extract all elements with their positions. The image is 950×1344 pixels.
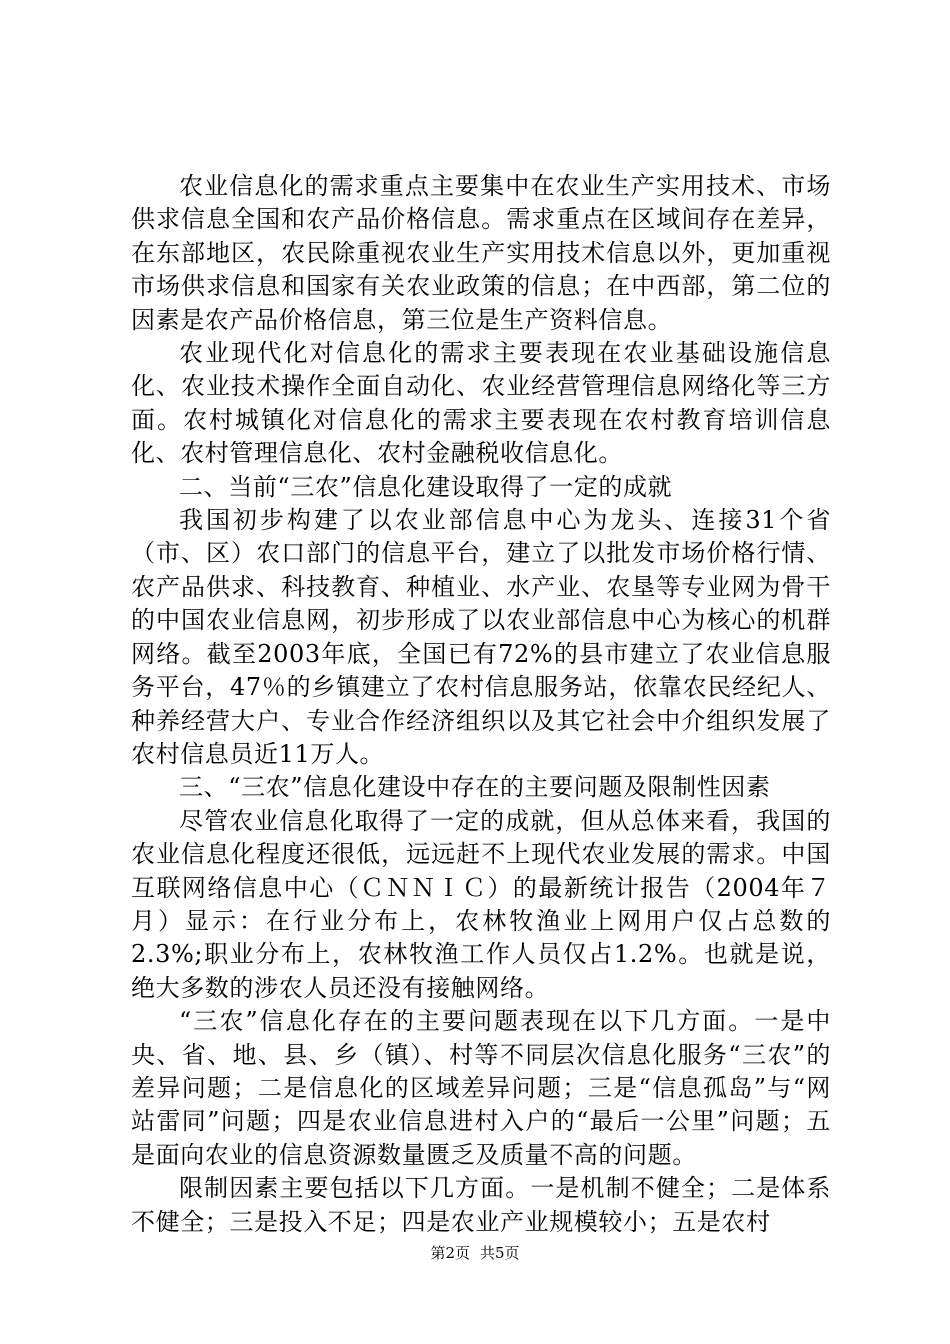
page-footer bbox=[0, 1243, 950, 1263]
paragraph-overall-level: 尽管农业信息化取得了一定的成就，但从总体来看，我国的农业信息化程度还很低，远远赶不上现代农业发展的需求。中国互联网络信息中心（ＣＮＮＩＣ）的最新统计报告（2004年７月）显示：在行业分布上，农林牧渔业上网用户仅占总数的2.3%;职业分布上，农林牧渔工作人员仅占1.2%。也就是说，绝大多数的涉农人员还没有接触网络。 bbox=[131, 806, 831, 1002]
page-number: 第2页 bbox=[430, 1244, 470, 1262]
paragraph-achievements: 我国初步构建了以农业部信息中心为龙头、连接31个省（市、区）农口部门的信息平台，建立了以批发市场价格行情、农产品供求、科技教育、种植业、水产业、农垦等专业网为骨干的中国农业信息网，初步形成了以农业部信息中心为核心的机群网络。截至2003年底，全国已有72%的县市建立了农业信息服务平台，47％的乡镇建立了农村信息服务站，依靠农民经纪人、种养经营大户、专业合作经济组织以及其它社会中介组织发展了农村信息员近11万人。 bbox=[131, 506, 831, 768]
paragraph-modernization-demand: 农业现代化对信息化的需求主要表现在农业基础设施信息化、农业技术操作全面自动化、农业经营管理信息网络化等三方面。农村城镇化对信息化的需求主要表现在农村教育培训信息化、农村管理信息化、农村金融税收信息化。 bbox=[131, 339, 831, 468]
page-total: 共5页 bbox=[480, 1244, 520, 1262]
paragraph-limiting-factors: 限制因素主要包括以下几方面。一是机制不健全；二是体系不健全；三是投入不足；四是农业产业规模较小；五是农村 bbox=[131, 1174, 831, 1236]
paragraph-demand-focus: 农业信息化的需求重点主要集中在农业生产实用技术、市场供求信息全国和农产品价格信息。需求重点在区域间存在差异，在东部地区，农民除重视农业生产实用技术信息以外，更加重视市场供求信息和国家有关农业政策的信息；在中西部，第二位的因素是农产品价格信息，第三位是生产资料信息。 bbox=[131, 172, 831, 334]
section-heading-achievements: 二、当前“三农”信息化建设取得了一定的成就 bbox=[179, 472, 673, 501]
document-body bbox=[131, 170, 831, 1239]
section-heading-problems: 三、“三农”信息化建设中存在的主要问题及限制性因素 bbox=[179, 773, 771, 802]
paragraph-main-problems: “三农”信息化存在的主要问题表现在以下几方面。一是中央、省、地、县、乡（镇）、村等不同层次信息化服务“三农”的差异问题；二是信息化的区域差异问题；三是“信息孤岛”与“网站雷同”问题；四是农业信息进村入户的“最后一公里”问题；五是面向农业的信息资源数量匮乏及质量不高的问题。 bbox=[131, 1007, 831, 1169]
